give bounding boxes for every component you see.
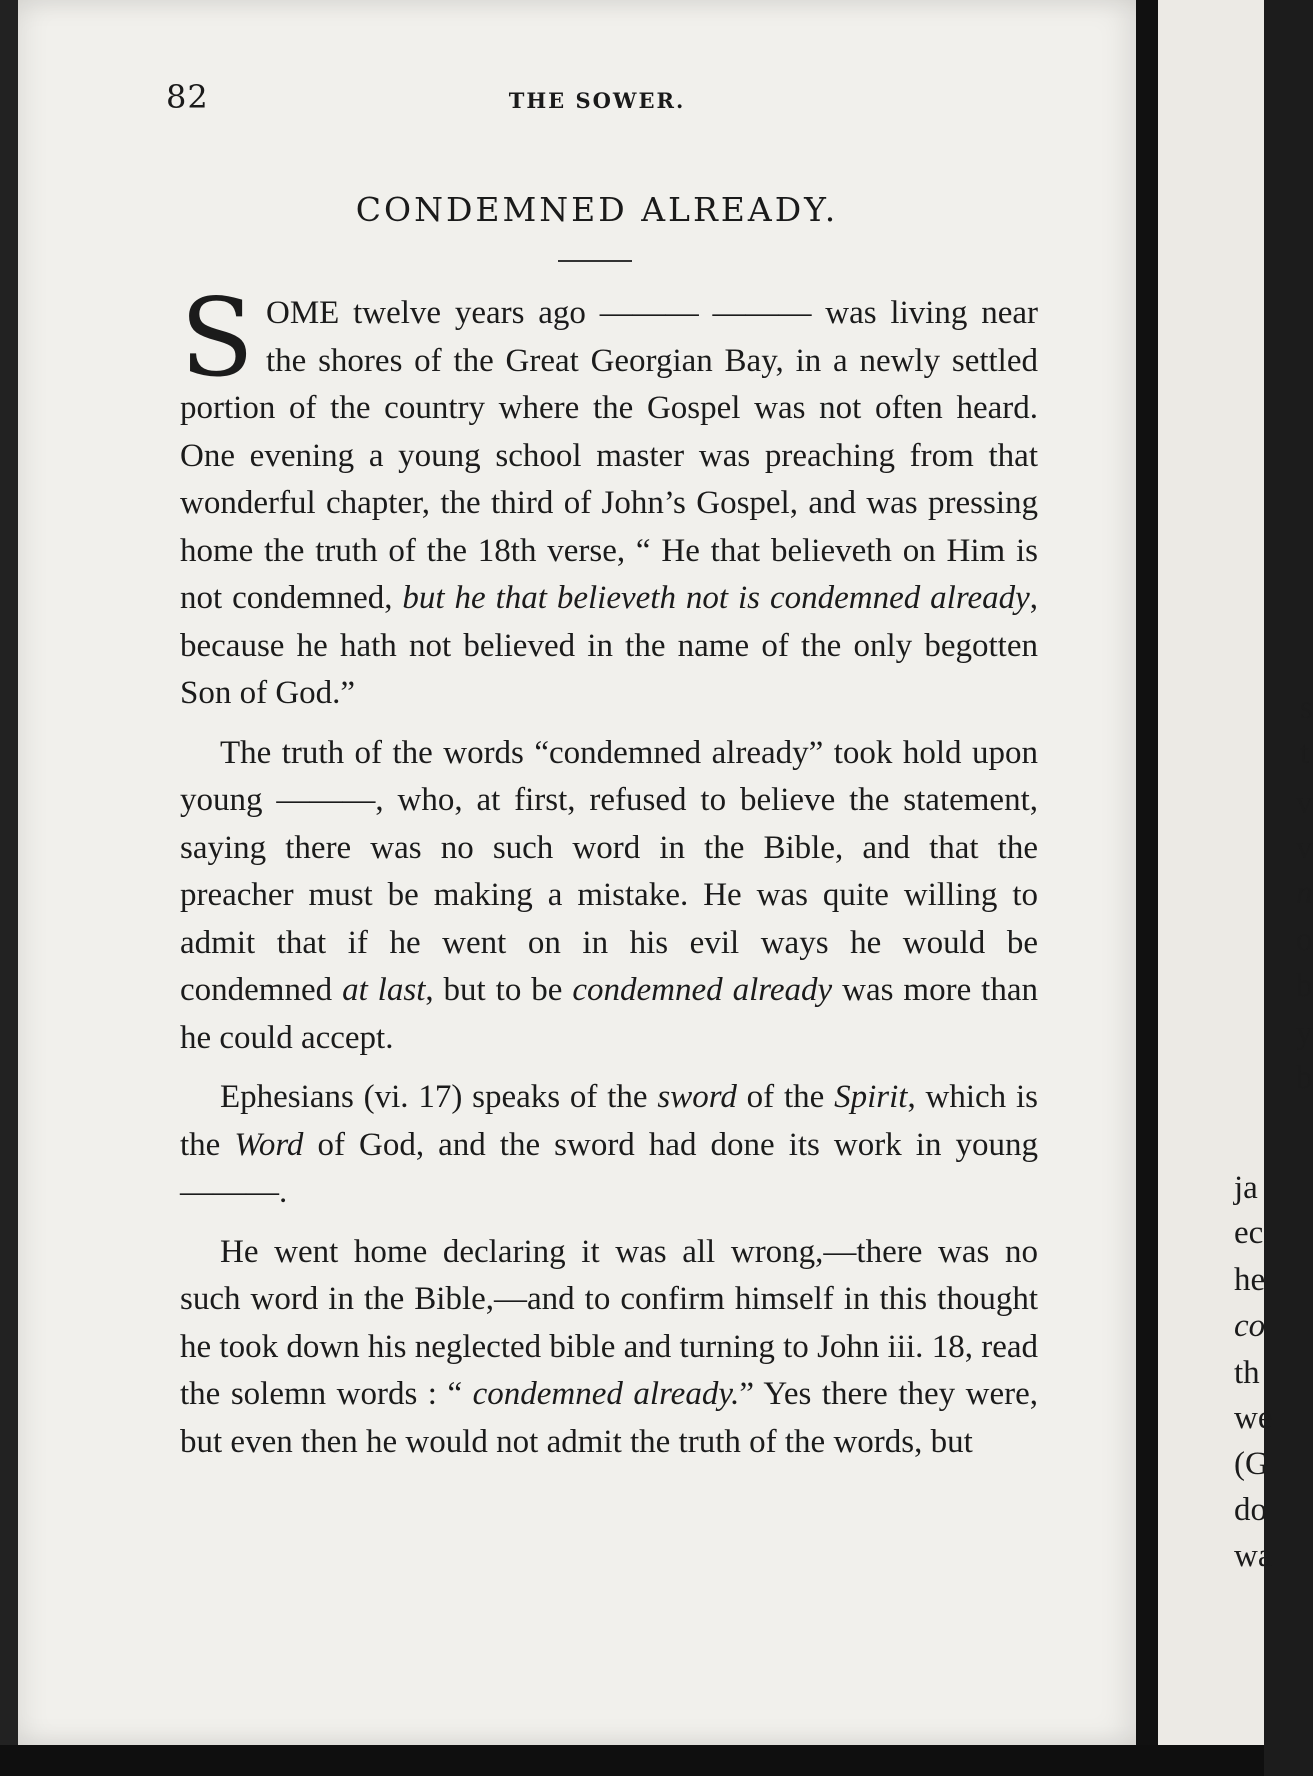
facing-page-fragment: ec xyxy=(1234,1215,1264,1251)
facing-page-fragment: t xyxy=(1300,735,1310,771)
facing-page-edge xyxy=(1158,0,1313,1745)
paragraph-2-italic-2: condemned already xyxy=(572,972,833,1008)
paragraph-4-text-b: ” Yes there they were, but even then he would not admit the truth of the words, but xyxy=(180,1376,1038,1460)
drop-cap: S xyxy=(180,276,254,401)
chapter-title: CONDEMNED ALREADY. xyxy=(355,190,839,229)
facing-page-fragment: v xyxy=(1296,785,1313,821)
paragraph-3-text-a: Ephesians (vi. 17) speaks of the xyxy=(220,1079,658,1115)
facing-page-fragment: th xyxy=(1234,1355,1260,1391)
paragraph-3-text-c: , which is the xyxy=(180,1079,1038,1163)
book-page xyxy=(18,0,1146,1745)
paragraph-2-italic-1: at last xyxy=(342,972,426,1008)
paragraph-2-text-a: The truth of the words “condemned already” took hold upon young ———, who, at first, refused to believe the statement, saying there was no such word in the Bible, and that the preacher must be making a mistake. He was quite willing to admit that if he went on in his evil ways he would be condemned xyxy=(180,734,1038,1008)
paragraph-2-text-b: , but to be xyxy=(425,972,573,1008)
page-number: 82 xyxy=(166,78,209,116)
facing-page-fragment: v xyxy=(1296,830,1313,866)
facing-page-fragment: (G xyxy=(1234,1446,1269,1482)
facing-page-fragment: s xyxy=(1300,690,1313,726)
paragraph-4 xyxy=(180,1229,1038,1467)
facing-page-fragment: do xyxy=(1234,1492,1267,1528)
paragraph-1-italic-1: but he that believeth not is condemned already xyxy=(402,580,1030,616)
paragraph-1 xyxy=(180,276,1038,718)
paragraph-3-text-b: of the xyxy=(736,1079,835,1115)
paragraph-1-text-a: OME twelve years ago ——— ——— was living near the shores of the Great Georgian Bay, in a newly settled portion of the country where the Gospel was not often heard. One evening a young school master was preaching from that wonderful chapter, the third of John’s Gospel, and was pressing home the truth of the 18th verse, “ He that believeth on Him is not condemned, xyxy=(180,295,1038,616)
facing-page-fragment: n xyxy=(1296,875,1313,911)
facing-page-fragment: co xyxy=(1234,1308,1266,1344)
facing-page-fragment: y xyxy=(1296,1015,1313,1051)
paragraph-1-text-b: , because he hath not believed in the name of the only begotten Son of God.” xyxy=(180,580,1038,711)
paragraph-3-italic-3: Word xyxy=(234,1126,304,1163)
facing-page-fragment: we xyxy=(1234,1400,1273,1436)
facing-page-fragment: b xyxy=(1296,968,1313,1004)
paragraph-3-italic-2: Spirit xyxy=(834,1079,908,1115)
facing-page-fragment: he xyxy=(1234,1262,1266,1298)
facing-page-fragment: o xyxy=(1296,922,1313,958)
title-rule xyxy=(558,260,632,262)
paragraph-3-text-d: of God, and the sword had done its work in young ———. xyxy=(180,1126,1038,1210)
paragraph-2 xyxy=(180,730,1038,1063)
facing-page-fragment: wa xyxy=(1234,1538,1273,1574)
body-text xyxy=(180,276,1038,1466)
running-title: THE SOWER. xyxy=(508,88,686,113)
scan-bottom-edge xyxy=(0,1745,1264,1776)
book-gutter xyxy=(1136,0,1158,1776)
paragraph-3 xyxy=(180,1074,1038,1217)
facing-page-fragment: ja xyxy=(1234,1170,1258,1206)
paragraph-4-italic-1: condemned already. xyxy=(472,1376,740,1412)
paragraph-4-text-a: He went home declaring it was all wrong,—there was no such word in the Bible,—and to confirm himself in this thought he took down his neglected bible and turning to John iii. 18, read the solemn words : “ xyxy=(180,1233,1038,1412)
running-head xyxy=(18,78,1146,118)
paragraph-2-text-c: was more than he could accept. xyxy=(180,972,1038,1056)
paragraph-3-italic-1: sword xyxy=(657,1079,737,1115)
facing-page-fragment: b xyxy=(1296,1060,1313,1096)
